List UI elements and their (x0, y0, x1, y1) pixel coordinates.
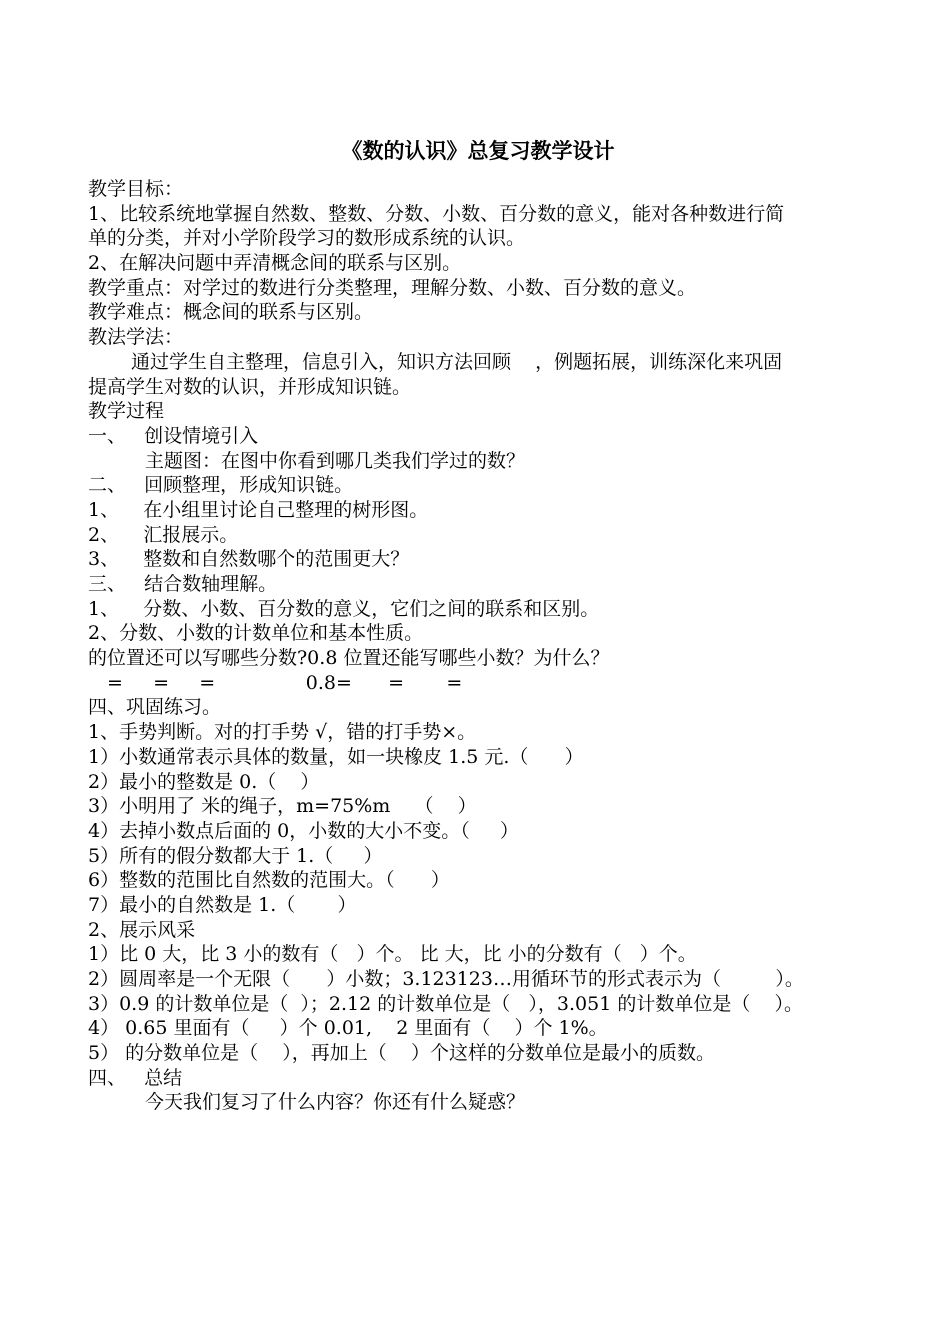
list-item: 6）整数的范围比自然数的范围大。（ ） (88, 869, 450, 892)
list-item: 4）去掉小数点后面的 0，小数的大小不变。（ ） (88, 819, 519, 842)
paragraph-line: 主题图：在图中你看到哪几类我们学过的数？ (145, 449, 526, 472)
document-page (88, 137, 878, 1115)
list-item: 1）比 0 大，比 3 小的数有（ ）个。 比 大，比 小的分数有（ ）个。 (88, 943, 697, 966)
section-heading: 教学目标： (88, 178, 184, 200)
list-item: 3）0.9 的计数单位是（ ）；2.12 的计数单位是（ ），3.051 的计数单位是（ ）。 (88, 992, 803, 1015)
list-item: 三、 结合数轴理解。 (88, 573, 278, 595)
list-item: 5） 的分数单位是（ ），再加上（ ）个这样的分数单位是最小的质数。 (88, 1042, 715, 1065)
list-item: 2、 汇报展示。 (88, 523, 239, 546)
paragraph-line: 的位置还可以写哪些分数?0.8 位置还能写哪些小数？为什么？ (88, 647, 610, 670)
document-title: 《数的认识》总复习教学设计 (341, 138, 615, 163)
list-item: 1、 在小组里讨论自己整理的树形图。 (88, 498, 429, 521)
paragraph-line: 今天我们复习了什么内容？你还有什么疑惑？ (145, 1091, 526, 1114)
list-item: 2）最小的整数是 0.（ ） (88, 770, 320, 793)
list-item: 一、 创设情境引入 (88, 424, 259, 447)
list-item: 3）小明用了 米的绳子，m=75%m （ ） (88, 795, 477, 818)
list-item: 2、分数、小数的计数单位和基本性质。 (88, 622, 424, 645)
list-item: 3、 整数和自然数哪个的范围更大？ (88, 548, 410, 571)
paragraph-line: 通过学生自主整理，信息引入，知识方法回顾 ，例题拓展，训练深化来巩固 (131, 350, 783, 373)
equation-line: = = = 0.8= = = (107, 671, 463, 694)
list-item: 1、 分数、小数、百分数的意义，它们之间的联系和区别。 (88, 597, 600, 620)
paragraph-line: 提高学生对数的认识，并形成知识链。 (88, 375, 412, 398)
list-item: 二、 回顾整理，形成知识链。 (88, 474, 354, 497)
list-item: 7）最小的自然数是 1.（ ） (88, 893, 357, 916)
paragraph-line: 单的分类，并对小学阶段学习的数形成系统的认识。 (88, 227, 526, 250)
section-heading: 四、 总结 (88, 1066, 183, 1089)
paragraph-line: 1、比较系统地掌握自然数、整数、分数、小数、百分数的意义，能对各种数进行简 (88, 202, 785, 225)
paragraph-line: 教学重点：对学过的数进行分类整理，理解分数、小数、百分数的意义。 (88, 276, 697, 299)
list-item: 1）小数通常表示具体的数量，如一块橡皮 1.5 元.（ ） (88, 745, 584, 768)
list-item: 5）所有的假分数都大于 1.（ ） (88, 844, 383, 867)
list-item: 1、手势判断。对的打手势 √，错的打手势×。 (88, 721, 477, 744)
paragraph-line: 教学难点：概念间的联系与区别。 (88, 301, 374, 324)
paragraph-line: 2、在解决问题中弄清概念间的联系与区别。 (88, 252, 462, 275)
list-item: 2）圆周率是一个无限（ ）小数；3.123123…用循环节的形式表示为（ ）。 (88, 968, 804, 990)
list-item: 4） 0.65 里面有（ ）个 0.01, 2 里面有（ ）个 1%。 (88, 1017, 608, 1040)
section-heading: 教法学法： (88, 326, 184, 349)
section-heading: 教学过程 (88, 400, 165, 423)
list-item: 2、展示风采 (88, 918, 196, 941)
section-heading: 四、巩固练习。 (88, 696, 222, 719)
